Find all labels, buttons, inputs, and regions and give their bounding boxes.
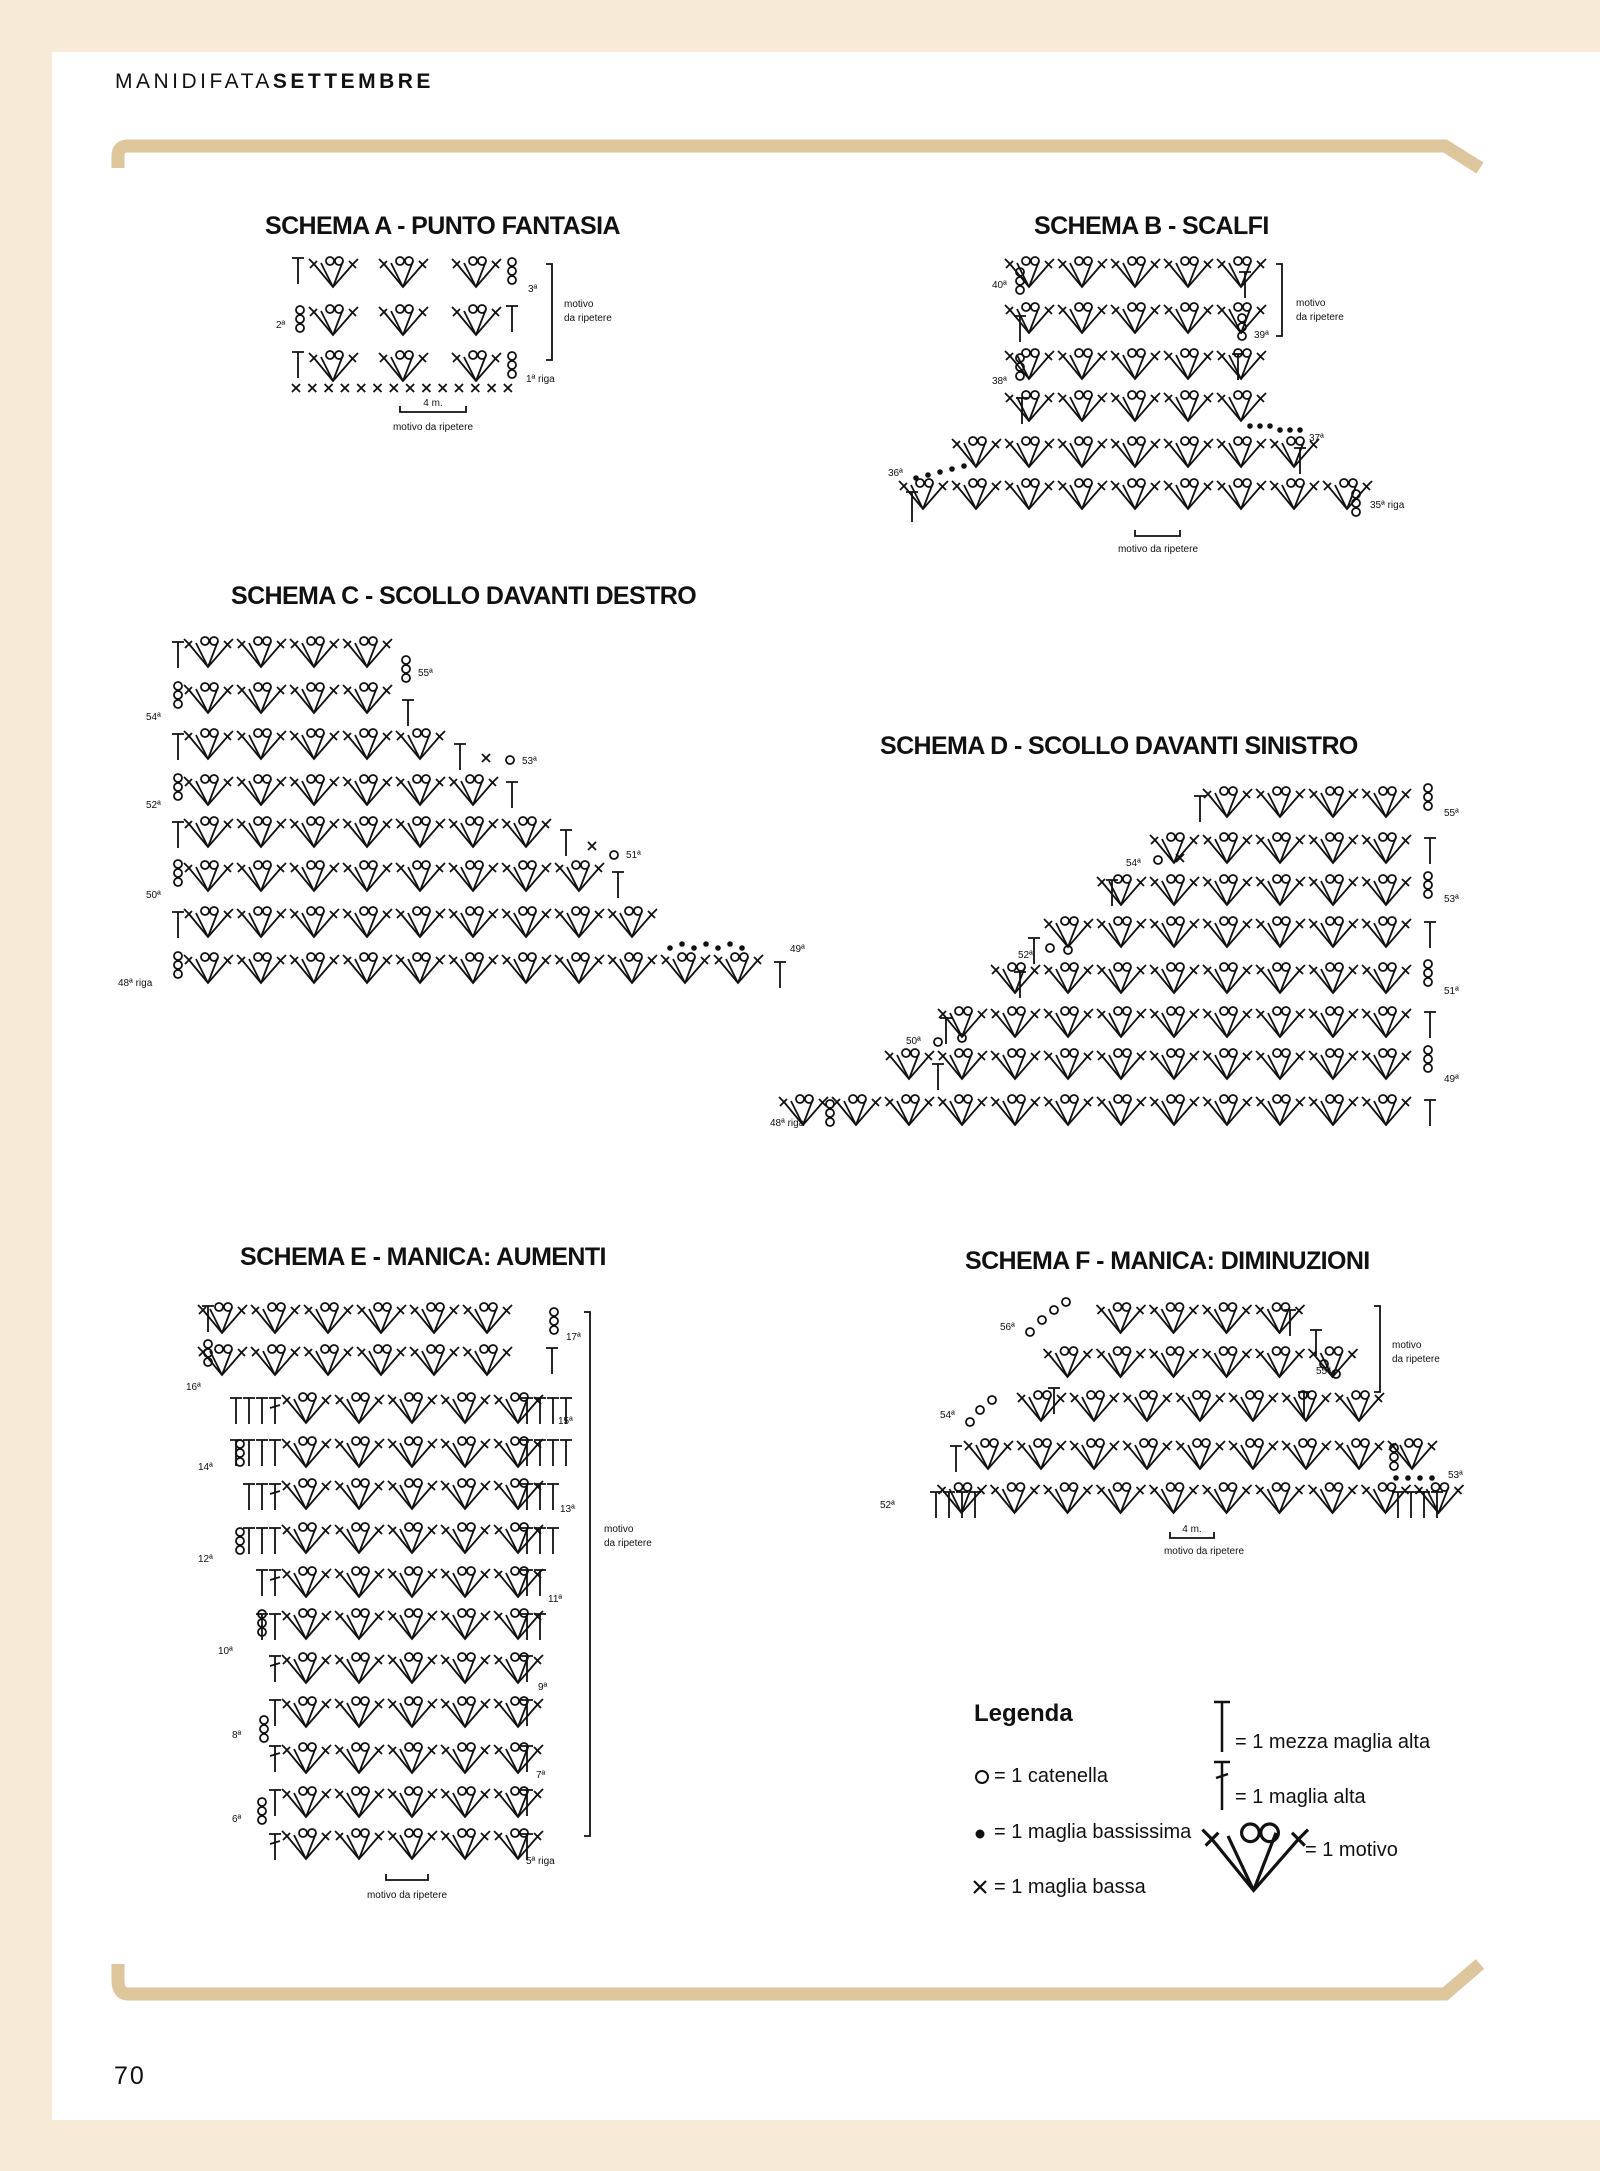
schema-e-title: SCHEMA E - MANICA: AUMENTI: [240, 1243, 606, 1271]
legend-double-crochet-label: = 1 maglia alta: [1235, 1786, 1366, 1808]
row-label: 49ª: [1444, 1074, 1459, 1085]
header-month: SETTEMBRE: [272, 70, 434, 93]
row-label: 54ª: [1126, 858, 1141, 869]
row-label: 8ª: [232, 1730, 242, 1741]
note-label: motivo da ripetere: [392, 422, 474, 433]
legend-single-crochet-label: = 1 maglia bassa: [994, 1876, 1146, 1898]
schema-f-title: SCHEMA F - MANICA: DIMINUZIONI: [965, 1247, 1370, 1275]
note-label: motivo: [564, 299, 594, 310]
row-label: 17ª: [566, 1332, 581, 1343]
row-label: 53ª: [522, 756, 537, 767]
row-label: 50ª: [146, 890, 161, 901]
legend-slip-stitch-label: = 1 maglia bassissima: [994, 1821, 1192, 1843]
slip-stitch-icon: [976, 1830, 985, 1839]
schema-a-title: SCHEMA A - PUNTO FANTASIA: [265, 212, 620, 240]
half-double-crochet-icon: [1214, 1702, 1230, 1752]
page-number: 70: [114, 2062, 146, 2090]
legend-chain-label: = 1 catenella: [994, 1765, 1108, 1787]
note-label: da ripetere: [604, 1538, 652, 1549]
row-label: 52ª: [1018, 950, 1033, 961]
row-label: 51ª: [626, 850, 641, 861]
row-label: 50ª: [906, 1036, 921, 1047]
row-label: 37ª: [1309, 433, 1324, 444]
row-label: 51ª: [1444, 986, 1459, 997]
note-label: da ripetere: [1392, 1354, 1440, 1365]
note-label: 4 m.: [423, 398, 443, 409]
row-label: 55ª: [418, 668, 433, 679]
row-label: 53ª: [1448, 1470, 1463, 1481]
row-label: 48ª riga: [118, 978, 153, 989]
row-label: 2ª: [276, 320, 286, 331]
row-label: 52ª: [880, 1500, 895, 1511]
row-label: 15ª: [558, 1416, 573, 1427]
row-label: 53ª: [1444, 894, 1459, 905]
row-label: 39ª: [1254, 330, 1269, 341]
header-brand: MANIDIFATA: [115, 70, 273, 93]
row-label: 7ª: [536, 1770, 546, 1781]
row-label: 48ª riga: [770, 1118, 805, 1129]
row-label: 16ª: [186, 1382, 201, 1393]
row-label: 3ª: [528, 284, 538, 295]
row-label: 56ª: [1000, 1322, 1015, 1333]
legend-motif-label: = 1 motivo: [1305, 1839, 1398, 1861]
note-label: 4 m.: [1182, 1524, 1202, 1535]
note-label: motivo da ripetere: [366, 1890, 448, 1901]
row-label: 52ª: [146, 800, 161, 811]
row-label: 11ª: [548, 1594, 563, 1605]
double-crochet-icon: [1214, 1762, 1230, 1810]
schema-c-title: SCHEMA C - SCOLLO DAVANTI DESTRO: [231, 582, 697, 610]
row-label: 12ª: [198, 1554, 213, 1565]
row-label: 9ª: [538, 1682, 548, 1693]
single-crochet-icon: [974, 1881, 986, 1893]
row-label: 5ª riga: [526, 1856, 555, 1867]
note-label: motivo: [604, 1524, 634, 1535]
legend-title: Legenda: [974, 1700, 1073, 1727]
row-label: 54ª: [940, 1410, 955, 1421]
row-label: 38ª: [992, 376, 1007, 387]
schema-b-title: SCHEMA B - SCALFI: [1034, 212, 1269, 240]
note-label: motivo da ripetere: [1163, 1546, 1245, 1557]
note-label: motivo: [1392, 1340, 1422, 1351]
row-label: 35ª riga: [1370, 500, 1405, 511]
row-label: 1ª riga: [526, 374, 555, 385]
row-label: 40ª: [992, 280, 1007, 291]
note-label: motivo da ripetere: [1117, 544, 1199, 555]
row-label: 14ª: [198, 1462, 213, 1473]
note-label: motivo: [1296, 298, 1326, 309]
row-label: 36ª: [888, 468, 903, 479]
motif-icon: [1202, 1824, 1308, 1890]
note-label: da ripetere: [564, 313, 612, 324]
row-label: 6ª: [232, 1814, 242, 1825]
row-label: 49ª: [790, 944, 805, 955]
schema-d-title: SCHEMA D - SCOLLO DAVANTI SINISTRO: [880, 732, 1358, 760]
row-label: 13ª: [560, 1504, 575, 1515]
note-label: da ripetere: [1296, 312, 1344, 323]
row-label: 10ª: [218, 1646, 233, 1657]
legend-half-double-crochet-label: = 1 mezza maglia alta: [1235, 1731, 1431, 1753]
row-label: 54ª: [146, 712, 161, 723]
row-label: 55ª: [1444, 808, 1459, 819]
row-label: 55ª: [1316, 1366, 1331, 1377]
chain-icon: [976, 1771, 988, 1783]
